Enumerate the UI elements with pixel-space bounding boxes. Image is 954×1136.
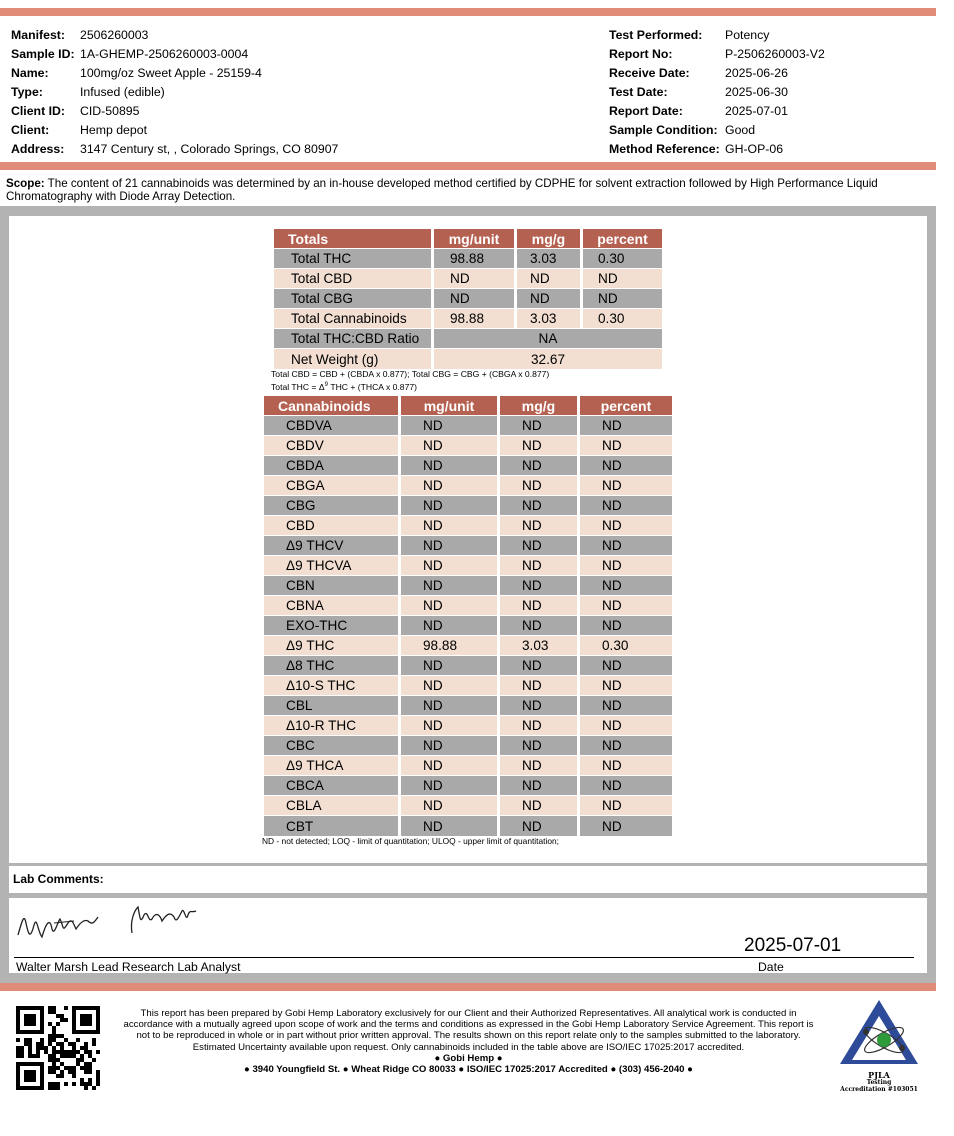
sample-info-value: 2506260003	[80, 28, 149, 43]
totals-cell: Total THC	[274, 249, 431, 269]
pjla-number: Accreditation #103051	[840, 1086, 918, 1093]
bottom-accent-bar	[0, 983, 936, 991]
cannabinoid-cell: Δ10-S THC	[264, 676, 398, 696]
cannabinoid-cell: ND	[580, 556, 672, 576]
test-info-label: Receive Date:	[609, 66, 690, 81]
sample-info-label: Client ID:	[11, 104, 65, 118]
cannabinoid-cell: ND	[500, 436, 577, 456]
sample-info-row	[11, 102, 338, 121]
totals-header-cell: percent	[583, 229, 662, 249]
signature-line	[14, 957, 914, 958]
totals-cell: ND	[517, 269, 580, 289]
cannabinoid-cell: ND	[401, 656, 497, 676]
totals-row	[274, 269, 662, 289]
cannabinoids-header-cell: mg/unit	[401, 396, 497, 416]
totals-header-cell: mg/g	[517, 229, 580, 249]
signature-image	[14, 893, 204, 953]
totals-row	[274, 309, 662, 329]
test-info	[609, 26, 825, 158]
test-info-value: P-2506260003-V2	[725, 47, 825, 62]
totals-cell: ND	[583, 269, 662, 289]
disclaimer	[116, 1008, 821, 1075]
cannabinoid-row	[264, 676, 672, 696]
cannabinoid-cell: Δ9 THCA	[264, 756, 398, 776]
cannabinoid-cell: CBLA	[264, 796, 398, 816]
formula-line-2: Total THC = $\Delta^9$ THC + (THCA x 0.877)	[271, 381, 418, 392]
cannabinoid-row	[264, 696, 672, 716]
cannabinoid-cell: Δ10-R THC	[264, 716, 398, 736]
cannabinoid-row	[264, 476, 672, 496]
totals-cell: 98.88	[434, 309, 514, 329]
totals-cell: 3.03	[517, 309, 580, 329]
cannabinoid-cell: ND	[401, 676, 497, 696]
cannabinoid-cell: Δ9 THCVA	[264, 556, 398, 576]
cannabinoid-cell: ND	[500, 456, 577, 476]
cannabinoid-cell: ND	[401, 716, 497, 736]
totals-cell: ND	[434, 269, 514, 289]
signature-date: 2025-07-01	[744, 935, 842, 956]
cannabinoid-cell: ND	[580, 816, 672, 836]
scope-text	[6, 177, 906, 203]
cannabinoids-header-row	[264, 396, 672, 416]
cannabinoid-cell: 98.88	[401, 636, 497, 656]
analyst-name: Walter Marsh Lead Research Lab Analyst	[16, 960, 241, 974]
cannabinoids-header-cell: percent	[580, 396, 672, 416]
signature-date-label: Date	[758, 960, 784, 974]
cannabinoid-row	[264, 716, 672, 736]
cannabinoid-row	[264, 636, 672, 656]
cannabinoid-cell: ND	[401, 596, 497, 616]
company-name: ● Gobi Hemp ●	[434, 1052, 503, 1064]
cannabinoid-cell: CBDA	[264, 456, 398, 476]
cannabinoid-cell: ND	[401, 616, 497, 636]
footnote: ND - not detected; LOQ - limit of quantitation; ULOQ - upper limit of quantitation;	[262, 836, 559, 846]
cannabinoid-row	[264, 736, 672, 756]
totals-cell: 98.88	[434, 249, 514, 269]
cannabinoid-cell: CBT	[264, 816, 398, 836]
net-weight-value: 32.67	[434, 349, 662, 369]
ratio-value: NA	[434, 329, 662, 349]
cannabinoid-cell: ND	[580, 576, 672, 596]
cannabinoid-cell: ND	[580, 436, 672, 456]
totals-header-cell: Totals	[274, 229, 431, 249]
net-weight-label: Net Weight (g)	[274, 349, 431, 369]
sample-info-row	[11, 120, 338, 139]
cannabinoid-cell: CBGA	[264, 476, 398, 496]
totals-cell: ND	[583, 289, 662, 309]
top-accent-bar	[0, 8, 936, 16]
totals-table	[271, 229, 665, 369]
cannabinoid-cell: ND	[401, 696, 497, 716]
cannabinoids-table	[261, 396, 675, 836]
totals-row	[274, 289, 662, 309]
sample-info-value: 3147 Century st, , Colorado Springs, CO 80907	[80, 141, 339, 156]
cannabinoid-cell: ND	[401, 476, 497, 496]
formula-note	[271, 369, 549, 393]
cannabinoid-cell: CBCA	[264, 776, 398, 796]
test-info-row	[609, 102, 825, 121]
sample-info-row	[11, 83, 338, 102]
totals-cell: 0.30	[583, 249, 662, 269]
cannabinoid-cell: ND	[401, 756, 497, 776]
totals-header-cell: mg/unit	[434, 229, 514, 249]
sample-info-label: Manifest:	[11, 28, 65, 43]
cannabinoid-cell: CBDV	[264, 436, 398, 456]
cannabinoid-row	[264, 576, 672, 596]
sample-info-value: 1A-GHEMP-2506260003-0004	[80, 47, 249, 62]
cannabinoid-cell: ND	[580, 756, 672, 776]
totals-cell: ND	[517, 289, 580, 309]
cannabinoid-cell: 3.03	[500, 636, 577, 656]
cannabinoid-cell: ND	[401, 556, 497, 576]
test-info-value: 2025-07-01	[725, 104, 788, 118]
cannabinoid-cell: ND	[401, 576, 497, 596]
cannabinoid-cell: ND	[500, 796, 577, 816]
cannabinoids-header-cell: Cannabinoids	[264, 396, 398, 416]
cannabinoid-cell: ND	[500, 816, 577, 836]
cannabinoid-cell: ND	[401, 776, 497, 796]
cannabinoid-cell: ND	[401, 736, 497, 756]
cannabinoids-header-cell: mg/g	[500, 396, 577, 416]
cannabinoid-cell: ND	[401, 496, 497, 516]
cannabinoid-cell: CBD	[264, 516, 398, 536]
sample-info-label: Sample ID:	[11, 47, 75, 62]
cannabinoid-cell: ND	[580, 716, 672, 736]
cannabinoid-row	[264, 776, 672, 796]
qr-code-icon[interactable]	[16, 1006, 100, 1090]
sample-info-label: Name:	[11, 66, 49, 81]
test-info-row	[609, 64, 825, 83]
sample-info-label: Type:	[11, 85, 43, 100]
cannabinoid-cell: ND	[500, 596, 577, 616]
totals-header-row	[274, 229, 662, 249]
test-info-row	[609, 45, 825, 64]
cannabinoid-cell: ND	[580, 796, 672, 816]
cannabinoid-row	[264, 536, 672, 556]
cannabinoid-cell: ND	[401, 416, 497, 436]
cannabinoid-cell: ND	[500, 476, 577, 496]
test-info-row	[609, 139, 825, 158]
cannabinoid-cell: ND	[500, 776, 577, 796]
sample-info-label: Address:	[11, 141, 65, 156]
totals-cell: Total Cannabinoids	[274, 309, 431, 329]
test-info-value: 2025-06-30	[725, 85, 788, 100]
cannabinoid-cell: ND	[580, 656, 672, 676]
cannabinoid-cell: ND	[500, 716, 577, 736]
mid-accent-bar	[0, 162, 936, 170]
totals-cell: 0.30	[583, 309, 662, 329]
test-info-value: GH-OP-06	[725, 141, 784, 156]
cannabinoid-cell: ND	[500, 616, 577, 636]
scope-description: The content of 21 cannabinoids was determined by an in-house developed method certified by CDPHE for solvent extraction followed by High Performance Liquid Chromatography with Diode Array Detection.	[6, 177, 878, 203]
cannabinoid-cell: ND	[580, 616, 672, 636]
cannabinoid-row	[264, 756, 672, 776]
test-info-label: Test Date:	[609, 85, 668, 100]
cannabinoid-cell: ND	[500, 696, 577, 716]
cannabinoid-cell: ND	[580, 596, 672, 616]
cannabinoid-cell: ND	[500, 416, 577, 436]
pjla-name: PJLA	[868, 1070, 890, 1080]
cannabinoid-row	[264, 656, 672, 676]
cannabinoid-row	[264, 556, 672, 576]
net-weight-row	[274, 349, 662, 369]
cannabinoid-cell: CBC	[264, 736, 398, 756]
cannabinoid-cell: CBG	[264, 496, 398, 516]
cannabinoid-row	[264, 616, 672, 636]
cannabinoid-cell: ND	[580, 676, 672, 696]
cannabinoid-cell: ND	[580, 456, 672, 476]
ratio-row	[274, 329, 662, 349]
cannabinoid-cell: ND	[580, 536, 672, 556]
cannabinoid-cell: CBN	[264, 576, 398, 596]
pjla-testing: Testing	[866, 1079, 892, 1086]
cannabinoid-cell: ND	[500, 676, 577, 696]
totals-cell: Total CBG	[274, 289, 431, 309]
sample-info-value: CID-50895	[80, 104, 140, 118]
cannabinoid-cell: CBL	[264, 696, 398, 716]
test-info-row	[609, 83, 825, 102]
cannabinoid-cell: ND	[500, 576, 577, 596]
sample-info-value: Infused (edible)	[80, 85, 165, 100]
cannabinoid-cell: ND	[580, 736, 672, 756]
cannabinoid-cell: Δ8 THC	[264, 656, 398, 676]
cannabinoid-row	[264, 436, 672, 456]
cannabinoid-row	[264, 496, 672, 516]
cannabinoid-cell: CBDVA	[264, 416, 398, 436]
scope-label: Scope:	[6, 177, 45, 190]
totals-cell: 3.03	[517, 249, 580, 269]
cannabinoid-cell: ND	[500, 736, 577, 756]
sample-info-row	[11, 139, 338, 158]
cannabinoid-row	[264, 816, 672, 836]
cannabinoid-cell: ND	[401, 536, 497, 556]
sample-info-label: Client:	[11, 122, 50, 137]
disclaimer-text: This report has been prepared by Gobi Hemp Laboratory exclusively for our Client and their Authorized Representatives. All analytical work is conducted in accordance with a mutually agreed upon scope of work and the terms and conditions as expressed in the Gobi Hemp Laboratory Service Agreement. This report is not to be reproduced in whole or in part without prior written approval. The results shown on this report relate only to the samples submitted to the laboratory. Estimated Uncertainty available upon request. Only cannabinoids included in the table above are ISO/IEC 17025:2017 accredited.	[123, 1008, 814, 1053]
cannabinoid-cell: 0.30	[580, 636, 672, 656]
cannabinoid-cell: Δ9 THC	[264, 636, 398, 656]
sample-info-row	[11, 26, 338, 45]
test-info-value: Potency	[725, 28, 770, 43]
formula-line-1: Total CBD = CBD + (CBDA x 0.877); Total CBG = CBG + (CBGA x 0.877)	[271, 369, 550, 379]
company-address: ● 3940 Youngfield St. ● Wheat Ridge CO 80033 ● ISO/IEC 17025:2017 Accredited ● (303) 456-2040 ●	[244, 1064, 693, 1076]
cannabinoid-cell: ND	[580, 476, 672, 496]
cannabinoid-row	[264, 456, 672, 476]
cannabinoid-cell: ND	[580, 696, 672, 716]
test-info-label: Sample Condition:	[609, 122, 718, 137]
pjla-accreditation-logo	[836, 998, 922, 1100]
test-info-label: Report Date:	[609, 104, 683, 118]
cannabinoid-cell: ND	[401, 456, 497, 476]
cannabinoid-cell: ND	[500, 496, 577, 516]
sample-info-value: 100mg/oz Sweet Apple - 25159-4	[80, 66, 262, 81]
test-info-label: Report No:	[609, 47, 673, 62]
cannabinoid-cell: ND	[500, 556, 577, 576]
cannabinoid-cell: EXO-THC	[264, 616, 398, 636]
sample-info-value: Hemp depot	[80, 122, 147, 137]
cannabinoid-row	[264, 416, 672, 436]
test-info-value: Good	[725, 122, 756, 137]
totals-row	[274, 249, 662, 269]
cannabinoid-row	[264, 596, 672, 616]
cannabinoid-cell: ND	[580, 416, 672, 436]
test-info-value: 2025-06-26	[725, 66, 788, 81]
cannabinoid-cell: ND	[401, 816, 497, 836]
cannabinoid-cell: CBNA	[264, 596, 398, 616]
test-info-row	[609, 26, 825, 45]
cannabinoid-cell: Δ9 THCV	[264, 536, 398, 556]
cannabinoid-cell: ND	[580, 496, 672, 516]
pjla-atom-icon	[836, 998, 922, 1066]
cannabinoid-cell: ND	[401, 796, 497, 816]
cannabinoid-row	[264, 516, 672, 536]
cannabinoid-cell: ND	[500, 516, 577, 536]
cannabinoid-cell: ND	[500, 656, 577, 676]
test-info-row	[609, 120, 825, 139]
sample-info-row	[11, 45, 338, 64]
lab-comments	[9, 866, 927, 893]
cannabinoid-cell: ND	[500, 756, 577, 776]
cannabinoid-cell: ND	[500, 536, 577, 556]
totals-cell: ND	[434, 289, 514, 309]
sample-info-row	[11, 64, 338, 83]
test-info-label: Test Performed:	[609, 28, 703, 43]
ratio-label: Total THC:CBD Ratio	[274, 329, 431, 349]
cannabinoid-row	[264, 796, 672, 816]
cannabinoid-cell: ND	[580, 776, 672, 796]
lab-comments-label: Lab Comments:	[13, 872, 104, 886]
totals-cell: Total CBD	[274, 269, 431, 289]
test-info-label: Method Reference:	[609, 141, 720, 156]
sample-info	[11, 26, 338, 158]
cannabinoid-cell: ND	[401, 516, 497, 536]
cannabinoid-cell: ND	[401, 436, 497, 456]
cannabinoid-cell: ND	[580, 516, 672, 536]
